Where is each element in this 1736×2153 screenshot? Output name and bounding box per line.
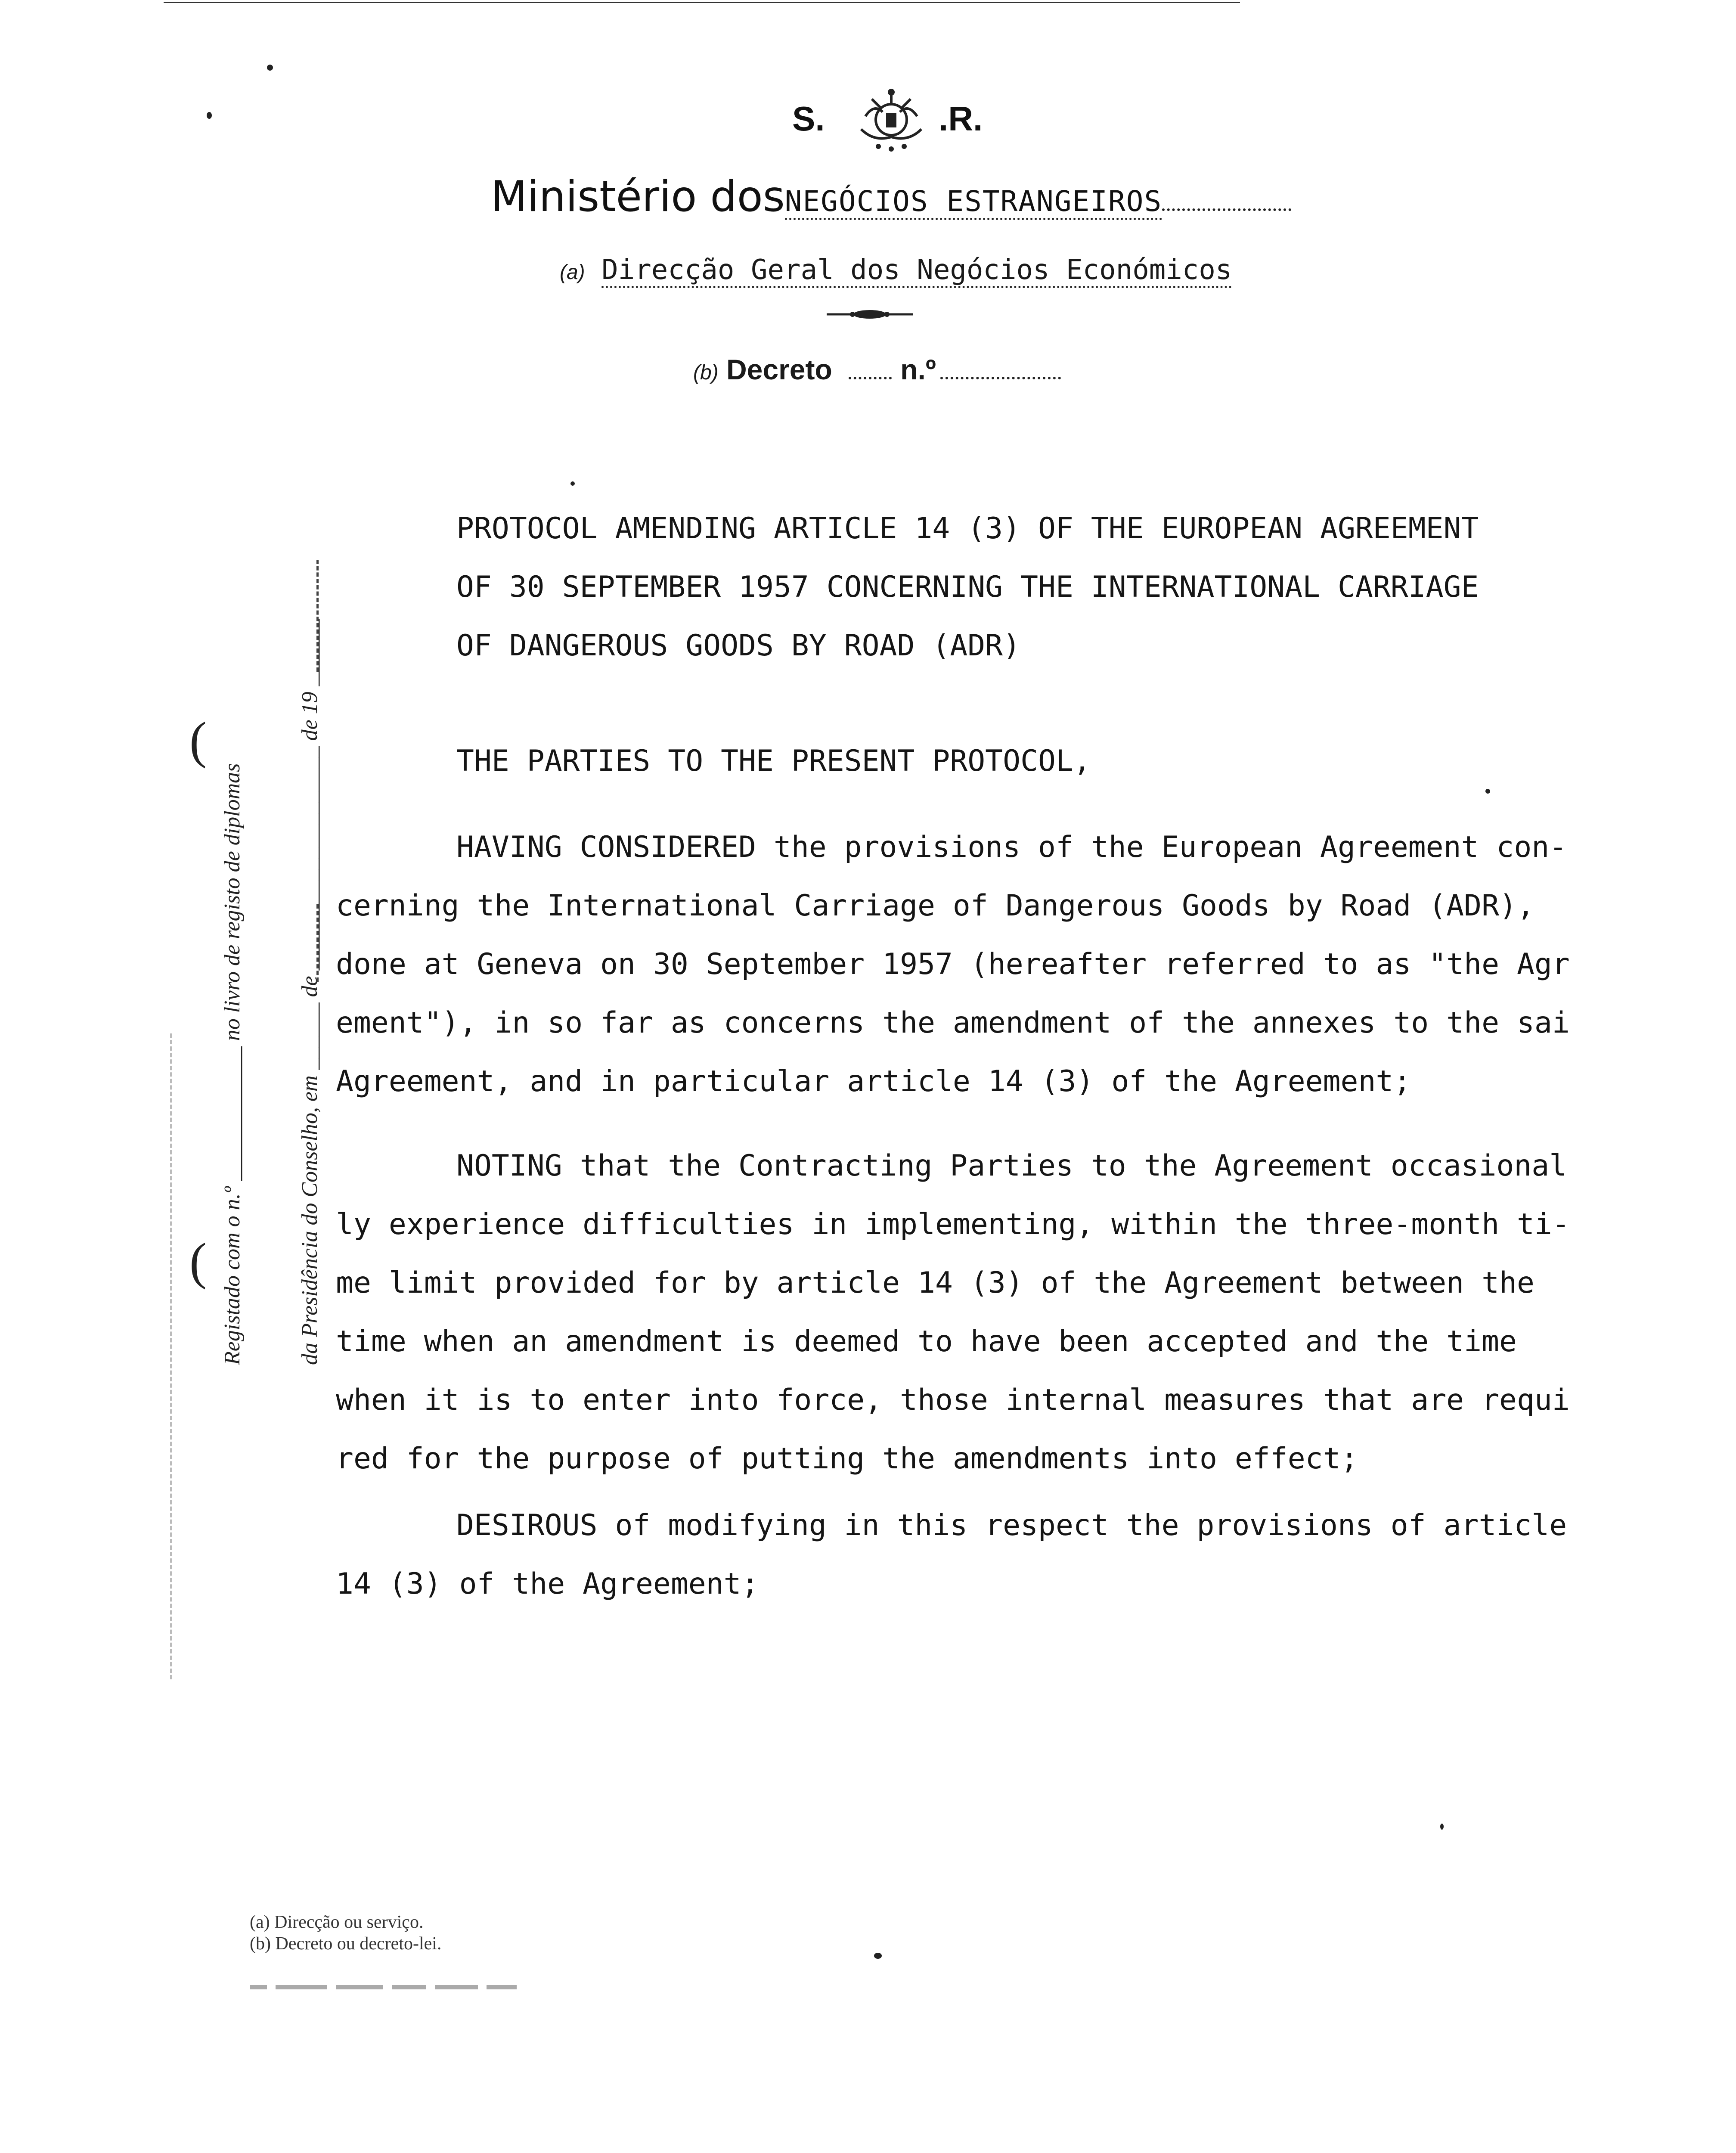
decreto-line bbox=[693, 353, 1061, 386]
paragraph-line: time when an amendment is deemed to have been accepted and the time bbox=[336, 1325, 1517, 1359]
ink-speck bbox=[874, 1953, 882, 1959]
side-bracket-bottom: ( bbox=[189, 1232, 207, 1290]
decreto-no-label: n.º bbox=[900, 354, 936, 385]
title-line: OF 30 SEPTEMBER 1957 CONCERNING THE INTERNATIONAL CARRIAGE bbox=[456, 570, 1479, 604]
decreto-no-blank bbox=[940, 377, 1061, 379]
side-dashed-mark bbox=[316, 560, 319, 672]
paragraph-line: ement"), in so far as concerns the amendment of the annexes to the sai bbox=[336, 1006, 1570, 1040]
direccao-name: Direcção Geral dos Negócios Económicos bbox=[601, 254, 1232, 288]
paragraph-having-considered bbox=[336, 818, 1570, 1111]
divider-ornament bbox=[827, 308, 913, 323]
paragraph-line: me limit provided for by article 14 (3) of the Agreement between the bbox=[336, 1266, 1534, 1300]
footnote-marker-a: (a) bbox=[560, 261, 585, 284]
ink-speck bbox=[1440, 1824, 1444, 1830]
paragraph-noting bbox=[336, 1137, 1570, 1488]
ink-speck bbox=[570, 481, 575, 486]
side-bracket-top: ( bbox=[189, 711, 207, 769]
decreto-number-blank bbox=[849, 377, 892, 379]
footnote-marker-b: (b) bbox=[693, 361, 719, 384]
side-dashed-mark bbox=[316, 904, 319, 982]
decreto-label: Decreto bbox=[726, 354, 832, 385]
paragraph-line: 14 (3) of the Agreement; bbox=[336, 1567, 759, 1601]
footnote-b: (b) Decreto ou decreto-lei. bbox=[250, 1934, 442, 1954]
side-registration-line-1: Registado com o n.º ____________ no livro de registo de diplomas bbox=[220, 763, 245, 1365]
page-top-rule bbox=[164, 2, 1240, 3]
ink-speck bbox=[267, 65, 273, 71]
protocol-title bbox=[456, 499, 1479, 675]
paragraph-line: ly experience difficulties in implementing, within the three-month ti- bbox=[336, 1207, 1570, 1241]
paragraph-line: Agreement, and in particular article 14 (3) of the Agreement; bbox=[336, 1064, 1411, 1098]
ministry-line bbox=[491, 172, 1291, 221]
paragraph-line: done at Geneva on 30 September 1957 (hereafter referred to as "the Agr bbox=[336, 947, 1570, 981]
paragraph-line: red for the purpose of putting the amendments into effect; bbox=[336, 1442, 1358, 1476]
side-registration-line-2: da Presidência do Conselho, em ______ de ____________________ de 19 ______ bbox=[298, 619, 322, 1365]
paragraph-line: DESIROUS of modifying in this respect the provisions of article bbox=[456, 1508, 1567, 1542]
republic-header bbox=[792, 86, 1025, 155]
direccao-line bbox=[560, 254, 1232, 286]
sr-left-letter: S. bbox=[792, 99, 825, 138]
paragraph-line: NOTING that the Contracting Parties to the Agreement occasional bbox=[456, 1149, 1567, 1183]
sr-right-letter: .R. bbox=[939, 99, 983, 138]
coat-of-arms-icon bbox=[848, 86, 934, 157]
paragraph-desirous bbox=[336, 1496, 1567, 1613]
title-line: PROTOCOL AMENDING ARTICLE 14 (3) OF THE EUROPEAN AGREEMENT bbox=[456, 512, 1479, 546]
paragraph-line: when it is to enter into force, those internal measures that are requi bbox=[336, 1383, 1570, 1417]
title-line: OF DANGEROUS GOODS BY ROAD (ADR) bbox=[456, 629, 1021, 663]
ministry-prefix: Ministério dos bbox=[491, 172, 785, 221]
margin-dashed-mark bbox=[170, 1033, 172, 1679]
footnote-a: (a) Direcção ou serviço. bbox=[250, 1912, 424, 1932]
ministry-dotted-fill bbox=[1162, 208, 1291, 211]
paragraph-line: HAVING CONSIDERED the provisions of the European Agreement con- bbox=[456, 830, 1567, 864]
paragraph-line: cerning the International Carriage of Dangerous Goods by Road (ADR), bbox=[336, 889, 1534, 923]
ink-speck bbox=[207, 112, 212, 119]
parties-heading: THE PARTIES TO THE PRESENT PROTOCOL, bbox=[456, 744, 1091, 778]
ink-speck bbox=[1485, 789, 1490, 794]
print-code-smudge bbox=[250, 1981, 525, 1997]
ministry-name: NEGÓCIOS ESTRANGEIROS bbox=[785, 185, 1162, 220]
